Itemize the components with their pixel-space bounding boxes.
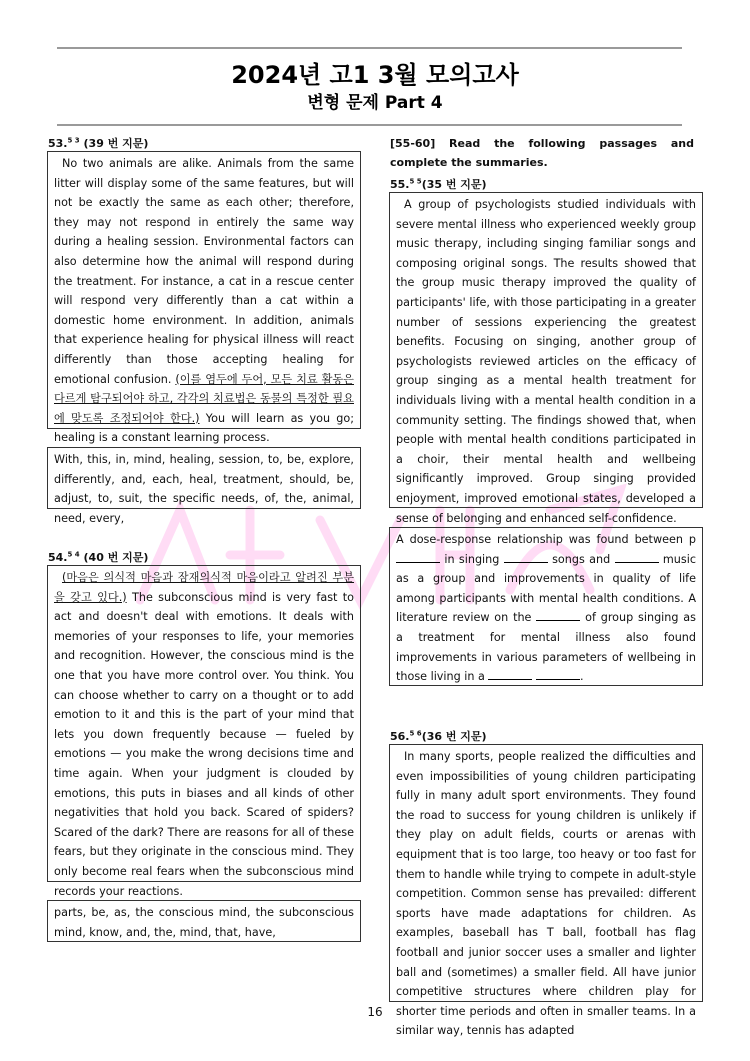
- page-number: 16: [367, 1005, 383, 1019]
- q54-source: (40 번 지문): [83, 551, 149, 564]
- q56-sup: 5 6: [409, 729, 422, 738]
- q55-summary-part: .: [580, 670, 584, 684]
- page-subtitle: 변형 문제 Part 4: [307, 93, 443, 113]
- q55-summary-part: songs and: [547, 552, 615, 566]
- q53-passage: [47, 151, 361, 445]
- q56-number: 56.: [390, 730, 410, 743]
- q53-source: (39 번 지문): [83, 137, 149, 150]
- q56-source: (36 번 지문): [421, 730, 487, 743]
- q55-blank-1[interactable]: [396, 550, 440, 563]
- q55-blank-5[interactable]: [488, 667, 532, 680]
- q55-sup: 5 5: [409, 177, 422, 186]
- q54-number: 54.: [48, 551, 68, 564]
- q55-heading: [390, 176, 487, 192]
- page-title: 2024년 고1 3월 모의고사: [231, 61, 519, 89]
- top-rule: [57, 47, 682, 49]
- q55-blank-6[interactable]: [536, 667, 580, 680]
- q56-text: In many sports, people realized the difficulties and even impossibilities of young children participating fully in many adult sport environments. They found the road to success for young children is unlikely if they play on adult fields, courts or arenas with equipment that is too large, too heavy or too fast for them to handle while trying to compete in adult-style competition. Common sense has prevailed: different sports have made adaptations for children. As examples, baseball has T ball, football has flag football and junior soccer uses a smaller and lighter ball and (sometimes) a smaller field. All have junior competitive structures where children play for shorter time periods and often in smaller teams. In a similar way, tennis has adapted: [396, 750, 696, 1038]
- q53-heading: [48, 135, 148, 151]
- q55-number: 55.: [390, 178, 410, 191]
- q53-underlined-korean: (이를 염두에 두어, 모든 치료 활동은 다르게 탐구되어야 하고, 각각의 치료법은 동물의 특정한 필요에 맞도록 조정되어야 한다.): [54, 372, 354, 425]
- q54-sup: 5 4: [67, 550, 80, 559]
- q55-summary-part: of group singing as a treatment for mental illness also found improvements in various parameters of wellbeing in those living in a: [396, 611, 696, 684]
- q55-blank-2[interactable]: [504, 550, 548, 563]
- q55-blank-4[interactable]: [536, 608, 580, 621]
- q55-summary-part: music as a group and improvements in quality of life among participants with mental health conditions. A literature review on the: [396, 552, 696, 625]
- q55-passage: [389, 192, 703, 525]
- q53-text-end: You will learn as you go; healing is a constant learning process.: [54, 411, 354, 445]
- q55-summary-box: [389, 527, 703, 686]
- q56-heading: [390, 728, 487, 744]
- q54-underlined-korean: (마음은 의식적 마음과 잠재의식적 마음이라고 알려진 부분을 갖고 있다.): [54, 571, 354, 604]
- q55-summary-part: A dose-response relationship was found between p: [396, 533, 696, 546]
- instructions: [55-60] Read the following passages and complete the summaries.: [390, 137, 694, 169]
- q53-sup: 5 3: [67, 136, 80, 145]
- q54-words: parts, be, as, the conscious mind, the subconscious mind, know, and, the, mind, that, have,: [54, 906, 354, 939]
- q53-words: With, this, in, mind, healing, session, to, be, explore, differently, and, each, heal, treatment, should, be, adjust, to, suit, the specific needs, of, the, animal, need, every,: [54, 453, 354, 525]
- q55-blank-3[interactable]: [615, 550, 659, 563]
- q54-passage: [47, 565, 361, 898]
- q55-summary-part: in singing: [440, 552, 504, 566]
- q54-word-box: [47, 900, 361, 942]
- q55-text: A group of psychologists studied individuals with severe mental illness who experienced weekly group music therapy, including singing familiar songs and composing original songs. The results showed that the group music therapy improved the quality of participants' life, with those participating in a greater number of sessions experiencing the greatest benefits. Focusing on singing, another group of psychologists reviewed articles on the efficacy of group singing as a mental health treatment for individuals living with a mental health condition in a community setting. The findings showed that, when people with mental health conditions participated in a choir, their mental health and wellbeing significantly improved. Group singing provided enjoyment, improved emotional states, developed a sense of belonging and enhanced self-confidence.: [396, 198, 696, 525]
- q53-text: No two animals are alike. Animals from the same litter will display some of the same features, but will not be exactly the same as each other; therefore, they may not respond in entirely the same way during a healing session. Environmental factors can also determine how the animal will respond during the treatment. For instance, a cat in a rescue center will respond very differently than a cat within a domestic home environment. In addition, animals that experience healing for physical illness will react differently than those accepting healing for emotional confusion.: [54, 157, 354, 386]
- q54-heading: [48, 549, 148, 565]
- q53-word-box: [47, 447, 361, 525]
- q55-source: (35 번 지문): [421, 178, 487, 191]
- q56-passage: [389, 744, 703, 1038]
- header-bottom-rule: [57, 124, 682, 126]
- q53-number: 53.: [48, 137, 68, 150]
- q54-text: The subconscious mind is very fast to act and doesn't deal with emotions. It deals with memories of your responses to life, your memories and recognition. However, the conscious mind is the one that you have more control over. You think. You can choose whether to carry on a thought or to add emotion to it and this is the part of your mind that lets you down frequently because — fueled by emotions — you make the wrong decisions time and time again. When your judgment is clouded by emotions, this puts in biases and all kinds of other negativities that hold you back. Scared of spiders? Scared of the dark? There are reasons for all of these fears, but they originate in the conscious mind. They only become real fears when the subconscious mind records your reactions.: [54, 590, 354, 898]
